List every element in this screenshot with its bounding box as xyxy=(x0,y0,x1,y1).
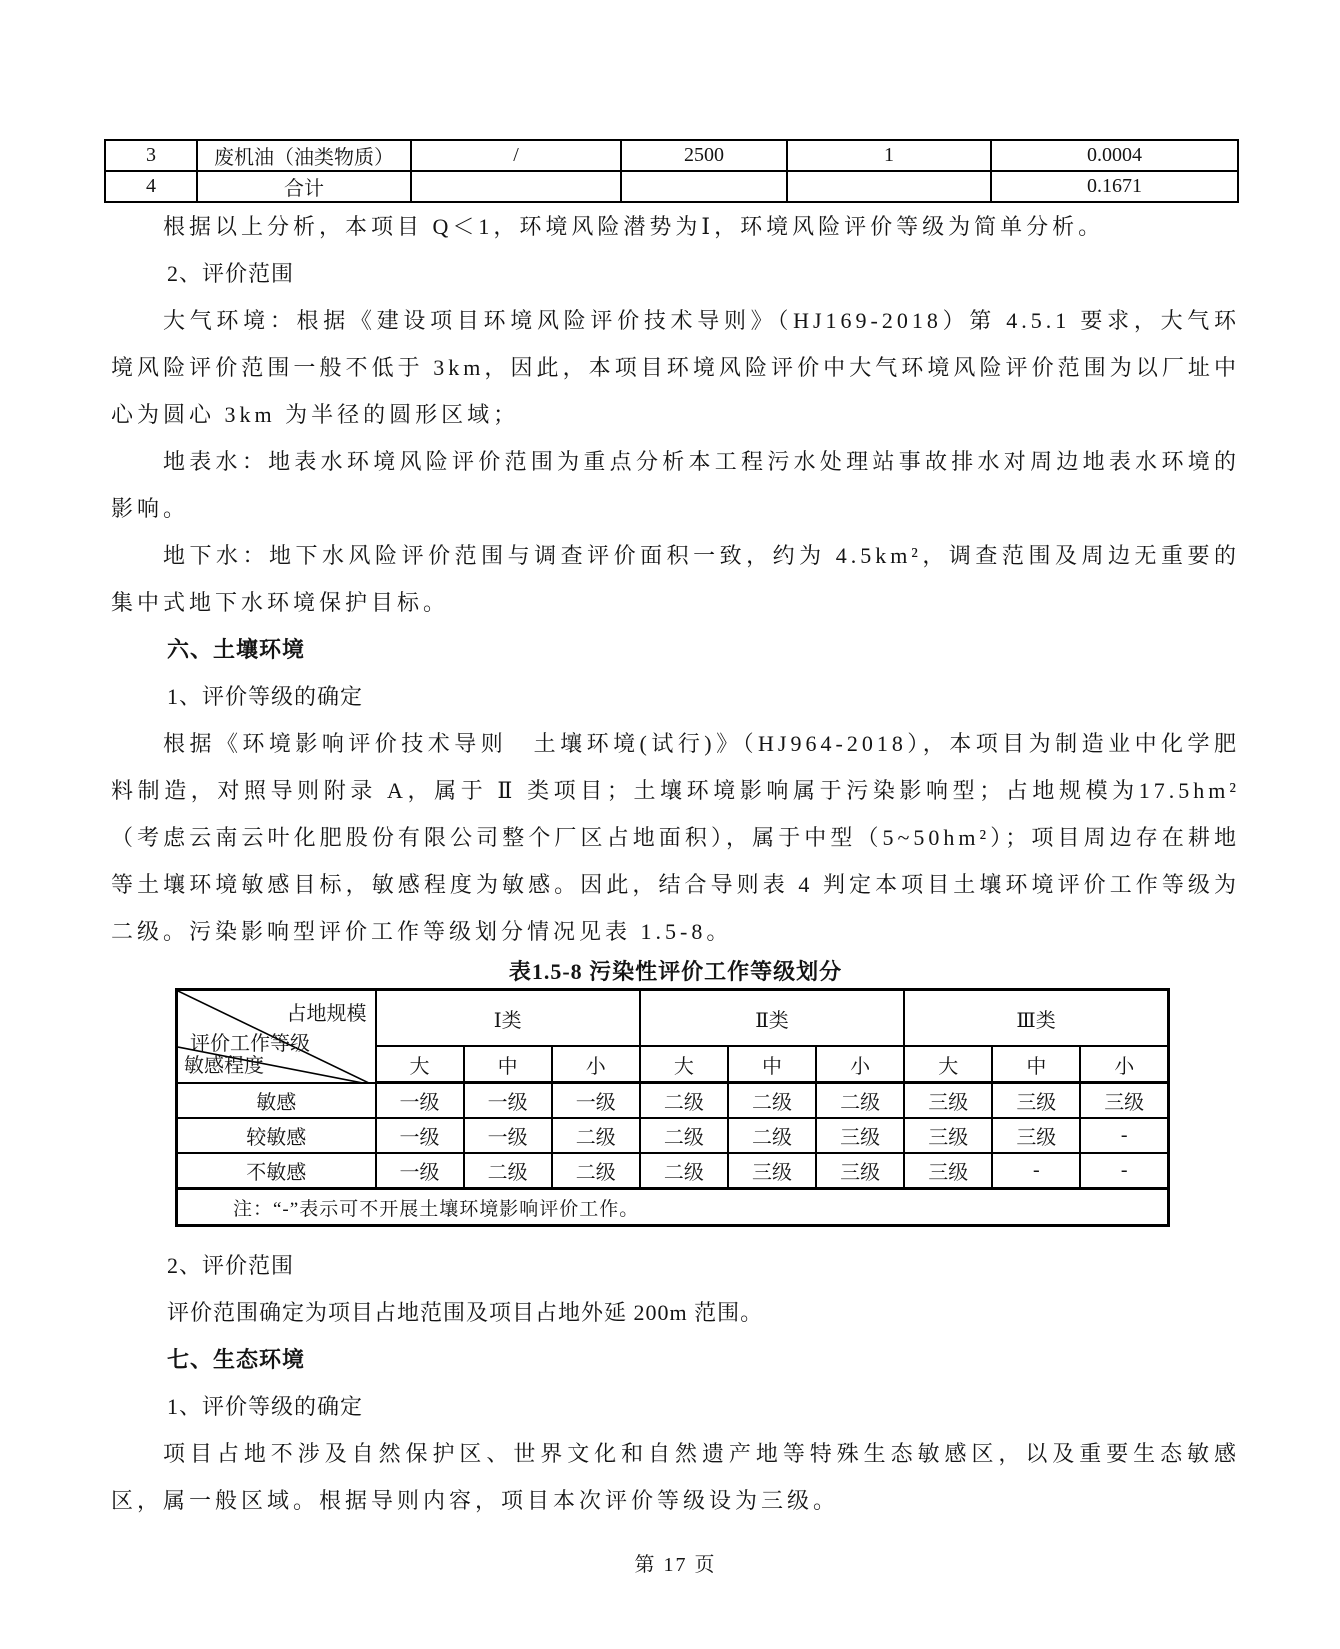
table-title: 表1.5-8 污染性评价工作等级划分 xyxy=(508,959,843,984)
total-label-cell: 合计 xyxy=(197,171,411,202)
table-row xyxy=(105,171,1238,202)
grade-cell: 三级 xyxy=(992,1118,1080,1153)
grade-cell: 三级 xyxy=(904,1153,992,1189)
spacer xyxy=(111,1227,1240,1242)
subheading-soil-scope: 2、评价范围 xyxy=(167,1253,295,1278)
paragraph-surface-water: 地表水：地表水环境风险评价范围为重点分析本工程污水处理站事故排水对周边地表水环境的影响。 xyxy=(111,449,1240,521)
value-cell: / xyxy=(411,140,621,171)
table-row xyxy=(105,140,1238,171)
size-header: 小 xyxy=(816,1046,904,1083)
grade-cell: 三级 xyxy=(728,1153,816,1189)
paragraph-soil-grade: 根据《环境影响评价技术导则 土壤环境(试行)》（HJ964-2018），本项目为制造业中化学肥料制造，对照导则附录 A，属于 Ⅱ 类项目；土壤环境影响属于污染影响型；占地规模为17.5hm²（考虑云南云叶化肥股份有限公司整个厂区占地面积），属于中型（5~50hm²）；项目周边存在耕地等土壤环境敏感目标，敏感程度为敏感。因此，结合导则表 4 判定本项目土壤环境评价工作等级为二级。污染影响型评价工作等级划分情况见表 1.5-8。 xyxy=(111,731,1240,944)
row-index-cell: 4 xyxy=(105,171,197,202)
table-note: 注：“-”表示可不开展土壤环境影响评价工作。 xyxy=(177,1189,1169,1226)
grade-cell: 三级 xyxy=(904,1118,992,1153)
grade-cell: 一级 xyxy=(376,1153,464,1189)
page-number: 第 17 页 xyxy=(634,1554,717,1576)
subheading-soil-grade: 1、评价等级的确定 xyxy=(167,684,364,709)
soil-grading-table xyxy=(175,988,1170,1227)
size-header: 中 xyxy=(728,1046,816,1083)
grade-cell: - xyxy=(992,1153,1080,1189)
size-header: 大 xyxy=(640,1046,728,1083)
size-header: 中 xyxy=(992,1046,1080,1083)
class-header: Ⅲ类 xyxy=(904,990,1168,1047)
grade-cell: - xyxy=(1080,1153,1168,1189)
grade-cell: 三级 xyxy=(992,1083,1080,1119)
grade-cell: 二级 xyxy=(728,1083,816,1119)
subheading-eco-grade: 1、评价等级的确定 xyxy=(167,1394,364,1419)
subheading-risk-scope: 2、评价范围 xyxy=(167,261,295,286)
paragraph-air-environment: 大气环境：根据《建设项目环境风险评价技术导则》（HJ169-2018）第 4.5.1 要求，大气环境风险评价范围一般不低于 3km，因此，本项目环境风险评价中大气环境风险评价范围为以厂址中心为圆心 3km 为半径的圆形区域； xyxy=(111,308,1240,427)
class-header: Ⅰ类 xyxy=(376,990,640,1047)
value-cell xyxy=(787,171,991,202)
paragraph-soil-scope: 评价范围确定为项目占地范围及项目占地外延 200m 范围。 xyxy=(167,1300,764,1325)
row-label: 敏感 xyxy=(177,1083,376,1119)
table-row-not-sensitive xyxy=(177,1153,1169,1189)
value-cell: 0.0004 xyxy=(991,140,1238,171)
grade-cell: 一级 xyxy=(376,1083,464,1119)
row-label: 较敏感 xyxy=(177,1118,376,1153)
grade-cell: 三级 xyxy=(904,1083,992,1119)
corner-label-land-scale: 占地规模 xyxy=(286,1003,367,1025)
grade-cell: 三级 xyxy=(1080,1083,1168,1119)
paragraph-risk-summary: 根据以上分析，本项目 Q＜1，环境风险潜势为Ⅰ，环境风险评价等级为简单分析。 xyxy=(163,214,1105,239)
grade-cell: 二级 xyxy=(552,1118,640,1153)
value-cell: 0.1671 xyxy=(991,171,1238,202)
value-cell xyxy=(411,171,621,202)
paragraph-eco-grade: 项目占地不涉及自然保护区、世界文化和自然遗产地等特殊生态敏感区，以及重要生态敏感区，属一般区域。根据导则内容，项目本次评价等级设为三级。 xyxy=(111,1441,1240,1513)
heading-eco-environment: 七、生态环境 xyxy=(167,1347,306,1372)
grade-cell: 二级 xyxy=(640,1118,728,1153)
value-cell xyxy=(621,171,787,202)
grade-cell: 二级 xyxy=(728,1118,816,1153)
class-header-row xyxy=(177,990,1169,1047)
grade-cell: 一级 xyxy=(464,1083,552,1119)
grade-cell: - xyxy=(1080,1118,1168,1153)
size-header: 小 xyxy=(552,1046,640,1083)
value-cell: 1 xyxy=(787,140,991,171)
grade-cell: 二级 xyxy=(552,1153,640,1189)
size-header: 大 xyxy=(904,1046,992,1083)
note-row xyxy=(177,1189,1169,1226)
corner-label-work-grade: 评价工作等级 xyxy=(190,1033,310,1055)
corner-label-sensitivity: 敏感程度 xyxy=(184,1054,264,1077)
table-row-less-sensitive xyxy=(177,1118,1169,1153)
class-header: Ⅱ类 xyxy=(640,990,904,1047)
grade-cell: 二级 xyxy=(464,1153,552,1189)
continued-substance-table xyxy=(104,139,1239,203)
grade-cell: 二级 xyxy=(816,1083,904,1119)
diagonal-header-cell xyxy=(177,990,376,1083)
value-cell: 2500 xyxy=(621,140,787,171)
grade-cell: 三级 xyxy=(816,1153,904,1189)
grade-cell: 三级 xyxy=(816,1118,904,1153)
grade-cell: 一级 xyxy=(464,1118,552,1153)
size-header: 小 xyxy=(1080,1046,1168,1083)
heading-soil-environment: 六、土壤环境 xyxy=(167,637,306,662)
table-row-sensitive xyxy=(177,1083,1169,1119)
row-index-cell: 3 xyxy=(105,140,197,171)
size-header: 中 xyxy=(464,1046,552,1083)
grade-cell: 二级 xyxy=(640,1153,728,1189)
row-label: 不敏感 xyxy=(177,1153,376,1189)
grade-cell: 一级 xyxy=(376,1118,464,1153)
paragraph-groundwater: 地下水：地下水风险评价范围与调查评价面积一致，约为 4.5km²，调查范围及周边无重要的集中式地下水环境保护目标。 xyxy=(111,543,1240,615)
grade-cell: 一级 xyxy=(552,1083,640,1119)
substance-name-cell: 废机油（油类物质） xyxy=(197,140,411,171)
grade-cell: 二级 xyxy=(640,1083,728,1119)
size-header: 大 xyxy=(376,1046,464,1083)
